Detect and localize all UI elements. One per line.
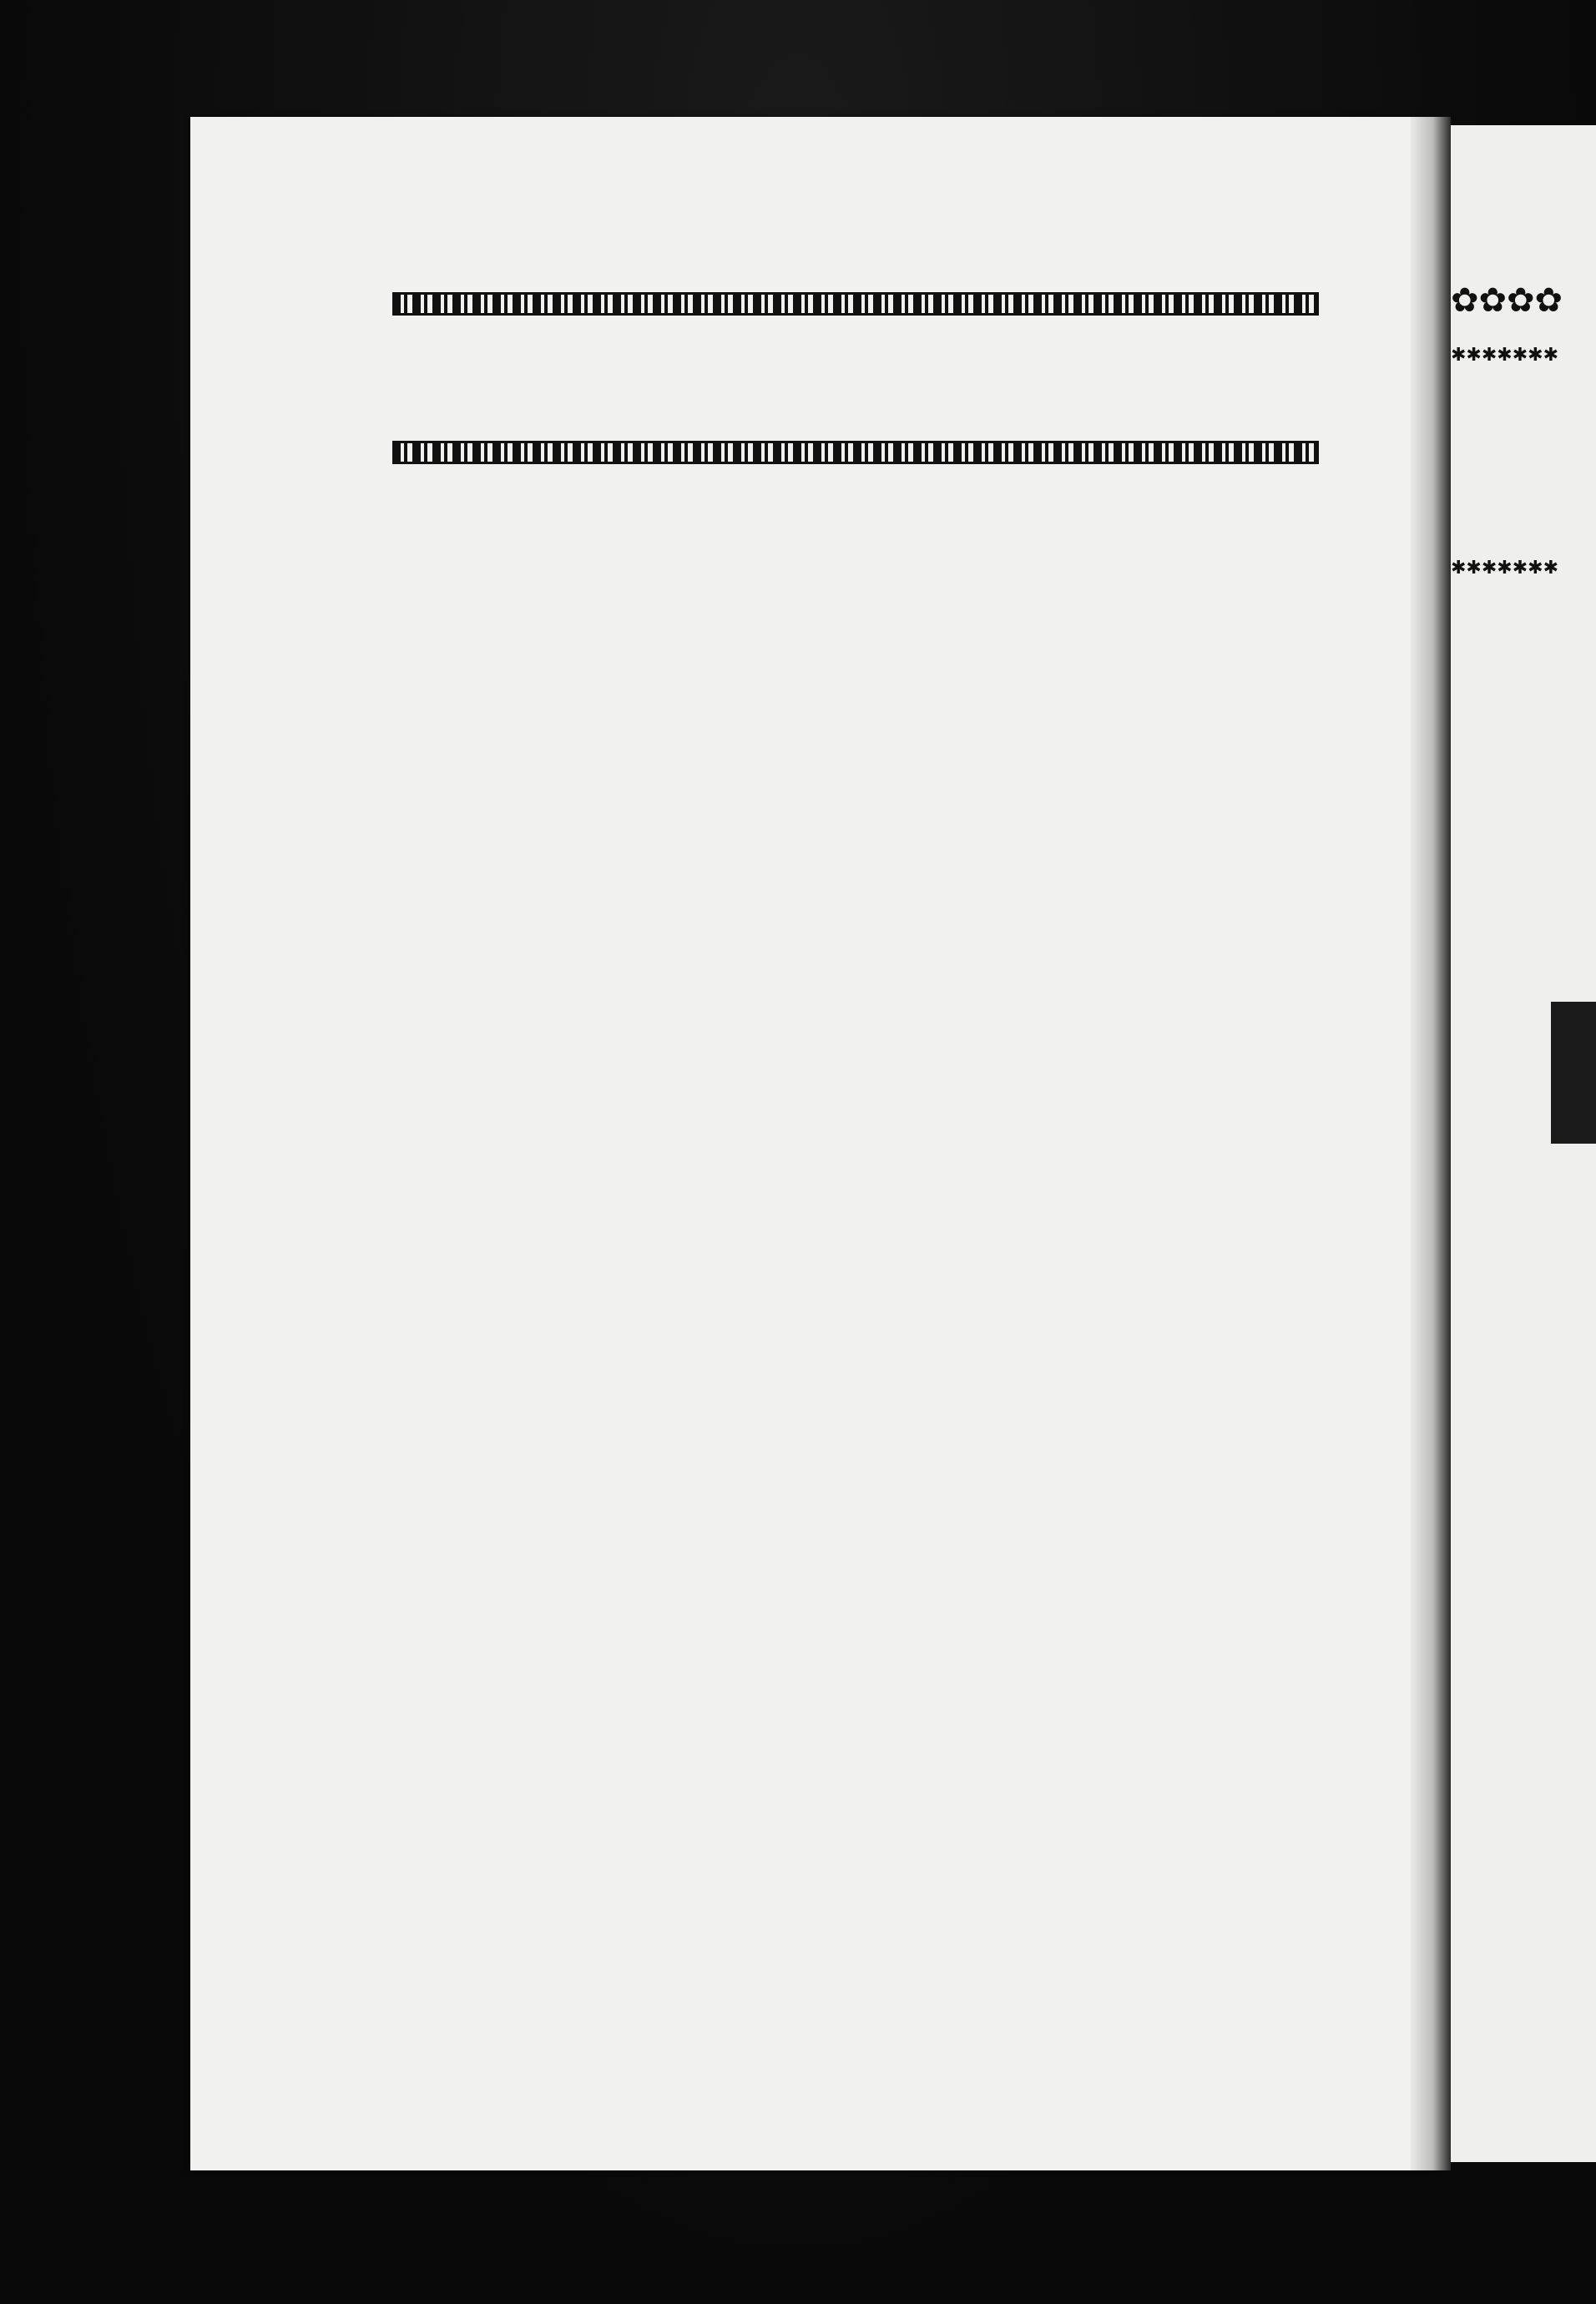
book-gutter <box>1411 117 1451 2170</box>
header-ornament-band <box>392 292 1319 316</box>
right-page-dropcap <box>1551 1002 1596 1144</box>
right-page-band-2: ✱✱✱✱✱✱✱ <box>1451 557 1559 578</box>
title-underline-ornament <box>392 441 1319 464</box>
left-page <box>190 117 1434 2170</box>
right-page-ornament: ✿✿✿✿ <box>1451 281 1563 319</box>
right-page-band: ✱✱✱✱✱✱✱ <box>1451 344 1559 365</box>
right-page-fragment <box>1451 125 1596 2162</box>
header-ornament-tulips <box>392 244 1319 284</box>
poem-title <box>392 342 1319 409</box>
